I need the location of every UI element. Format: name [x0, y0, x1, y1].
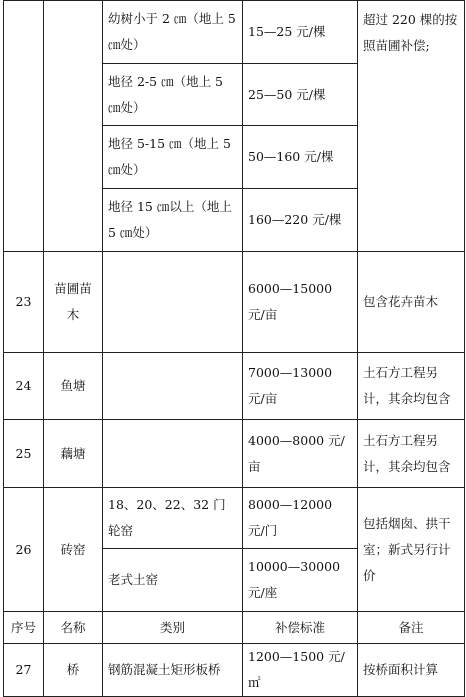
name-cell: 桥 — [44, 644, 103, 697]
name-cell: 鱼塘 — [44, 353, 103, 420]
note-cell: 按桥面积计算 — [358, 644, 465, 697]
table-row — [4, 252, 465, 353]
no-cell: 27 — [4, 644, 44, 697]
category-cell — [103, 252, 243, 353]
note-cell: 包括烟囱、拱干室；新式另行计价 — [358, 488, 465, 612]
no-cell — [4, 1, 44, 252]
category-cell: 钢筋混凝土矩形板桥 — [103, 644, 243, 697]
standard-cell: 25—50 元/棵 — [243, 64, 358, 126]
standard-cell: 6000—15000 元/亩 — [243, 252, 358, 353]
table-row — [4, 644, 465, 697]
table-row — [4, 488, 465, 549]
note-cell: 土石方工程另计，其余均包含 — [358, 353, 465, 420]
standard-cell: 50—160 元/棵 — [243, 126, 358, 189]
note-cell: 土石方工程另计，其余均包含 — [358, 420, 465, 488]
standard-cell: 15—25 元/棵 — [243, 1, 358, 64]
standard-cell: 10000—30000 元/座 — [243, 549, 358, 612]
standard-cell: 7000—13000 元/亩 — [243, 353, 358, 420]
header-name: 名称 — [44, 612, 103, 644]
category-cell: 地径 5-15 ㎝（地上 5 ㎝处） — [103, 126, 243, 189]
category-cell: 地径 15 ㎝以上（地上 5 ㎝处） — [103, 189, 243, 252]
category-cell: 地径 2-5 ㎝（地上 5 ㎝处） — [103, 64, 243, 126]
no-cell: 25 — [4, 420, 44, 488]
header-note: 备注 — [358, 612, 465, 644]
category-cell — [103, 353, 243, 420]
category-cell: 18、20、22、32 门轮窑 — [103, 488, 243, 549]
standard-cell: 1200—1500 元/㎡ — [243, 644, 358, 697]
category-cell: 老式土窑 — [103, 549, 243, 612]
standard-cell: 8000—12000 元/门 — [243, 488, 358, 549]
no-cell: 24 — [4, 353, 44, 420]
header-no: 序号 — [4, 612, 44, 644]
table-row — [4, 1, 465, 64]
table-row — [4, 420, 465, 488]
header-category: 类别 — [103, 612, 243, 644]
note-cell: 超过 220 棵的按照苗圃补偿; — [358, 1, 465, 252]
category-cell: 幼树小于 2 ㎝（地上 5 ㎝处） — [103, 1, 243, 64]
header-standard: 补偿标准 — [243, 612, 358, 644]
category-cell — [103, 420, 243, 488]
no-cell: 23 — [4, 252, 44, 353]
table-row — [4, 353, 465, 420]
standard-cell: 4000—8000 元/亩 — [243, 420, 358, 488]
name-cell: 砖窑 — [44, 488, 103, 612]
name-cell: 藕塘 — [44, 420, 103, 488]
table-header-row — [4, 612, 465, 644]
name-cell: 苗圃苗木 — [44, 252, 103, 353]
compensation-table — [3, 0, 465, 697]
note-cell: 包含花卉苗木 — [358, 252, 465, 353]
no-cell: 26 — [4, 488, 44, 612]
name-cell — [44, 1, 103, 252]
standard-cell: 160—220 元/棵 — [243, 189, 358, 252]
